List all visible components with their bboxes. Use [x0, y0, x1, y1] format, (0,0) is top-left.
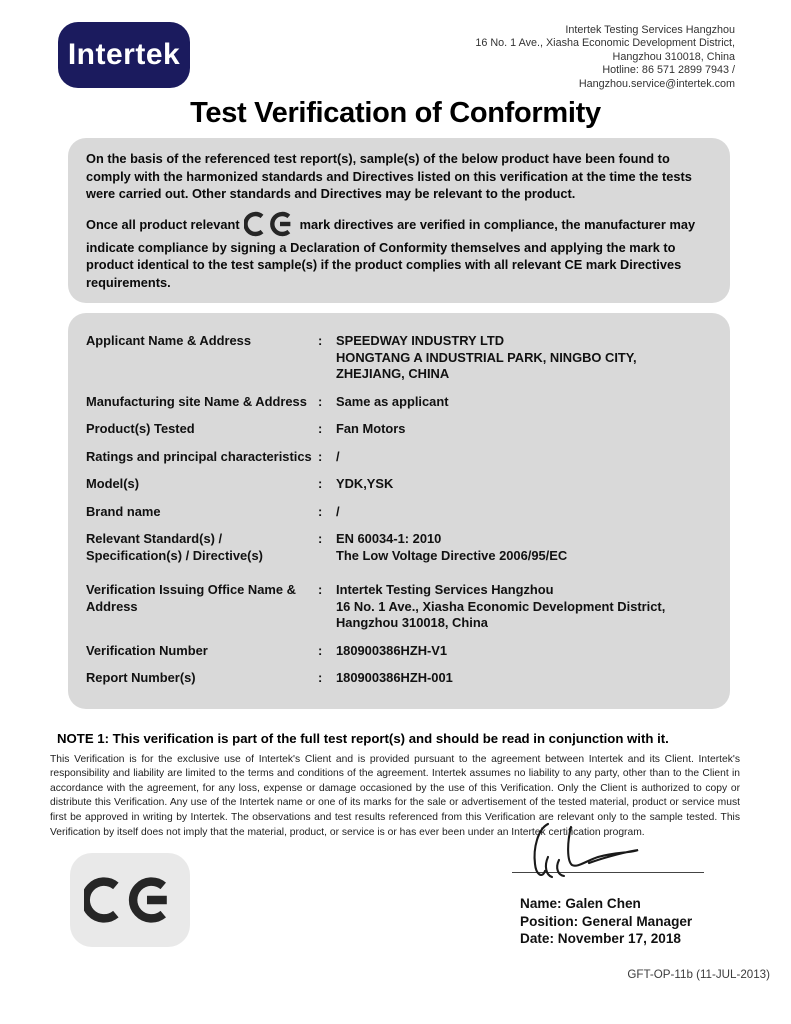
note-line: NOTE 1: This verification is part of the full test report(s) and should be read in conjunction with it.: [57, 730, 669, 746]
header-address-line: Hotline: 86 571 2899 7943 /: [602, 64, 735, 77]
field-colon: :: [318, 503, 323, 519]
intro-paragraph-2-after: mark directives are verified in compliance, the manufacturer may indicate compliance by signing a Declaration of Conformity themselves and applying the mark to product identical to the test sample(s) if the product complies with all relevant CE mark Directives requirements.: [86, 216, 696, 290]
field-value-line: Fan Motors: [336, 421, 406, 437]
header-address-line: Hangzhou 310018, China: [612, 50, 735, 63]
field-value-line: Intertek Testing Services Hangzhou: [336, 582, 554, 598]
intertek-logo-text: Intertek: [67, 38, 181, 71]
intro-box: [68, 138, 730, 303]
signature-date: Date: November 17, 2018: [520, 931, 681, 946]
field-value-line: EN 60034-1: 2010: [336, 531, 442, 547]
field-row: [86, 531, 716, 564]
field-value-line: 16 No. 1 Ave., Xiasha Economic Development District,: [336, 598, 666, 614]
field-value-line: YDK,YSK: [336, 476, 394, 492]
ce-mark-icon: [84, 874, 176, 926]
header-address-line: 16 No. 1 Ave., Xiasha Economic Development District,: [475, 37, 735, 50]
page-title: Test Verification of Conformity: [190, 97, 601, 130]
field-row: [86, 449, 716, 466]
field-value-line: ZHEJIANG, CHINA: [336, 366, 450, 382]
field-label: Report Number(s): [86, 670, 196, 686]
field-colon: :: [318, 670, 323, 686]
form-code: GFT-OP-11b (11-JUL-2013): [627, 968, 770, 981]
field-value-line: 180900386HZH-001: [336, 670, 453, 686]
field-value-line: /: [336, 448, 340, 464]
ce-mark-badge: [70, 853, 190, 947]
field-row: [86, 421, 716, 438]
field-label: Brand name: [86, 503, 161, 519]
signatory-position: Position: General Manager: [520, 913, 693, 929]
field-label: Relevant Standard(s) / Specification(s) / Directive(s): [86, 531, 263, 563]
field-value-line: Hangzhou 310018, China: [336, 615, 488, 631]
header-address-line: Intertek Testing Services Hangzhou: [565, 24, 735, 36]
field-colon: :: [318, 531, 323, 547]
field-row: [86, 582, 716, 632]
field-label: Product(s) Tested: [86, 421, 195, 437]
field-colon: :: [318, 393, 323, 409]
field-colon: :: [318, 642, 323, 658]
details-box: [68, 313, 730, 709]
field-value: [336, 333, 716, 383]
ce-mark-inline-icon: [244, 209, 296, 239]
field-row: [86, 504, 716, 521]
field-value: [336, 582, 716, 632]
field-colon: :: [318, 448, 323, 464]
signature-line: [512, 872, 704, 873]
field-label: Ratings and principal characteristics: [86, 448, 312, 464]
intro-paragraph-2: [86, 209, 712, 292]
legal-text: This Verification is for the exclusive use of Intertek's Client and is provided pursuant to the agreement between Intertek and its Client. Intertek's responsibility and liability are limited to the terms and conditions of the agreement. Intertek assumes no liability to any party, other than to the Client in accordance with the agreement, for any loss, expense or damage occasioned by the use of this Verification. Only the Client is authorized to copy or distribute this Verification. Any use of the Intertek name or one of its marks for the sale or advertisement of the tested material, product or service must first be approved in writing by Intertek. The observations and test results referenced from this Verification are relevant only to the sample tested. This Verification by itself does not imply that the material, product, or service is or has ever been under an Intertek certification program.: [50, 753, 740, 838]
intro-paragraph-1: On the basis of the referenced test report(s), sample(s) of the below product have been found to comply with the harmonized standards and Directives listed on this verification at the time the tests were carried out. Other standards and Directives may be relevant to the product.: [86, 151, 692, 202]
signatory-name: Name: Galen Chen: [520, 896, 641, 911]
field-value-line: /: [336, 503, 340, 519]
field-label: Manufacturing site Name & Address: [86, 393, 307, 409]
field-label: Applicant Name & Address: [86, 333, 251, 349]
field-value: [336, 531, 716, 564]
header-address: [475, 22, 735, 91]
intertek-logo: [58, 22, 190, 88]
signature: [518, 812, 678, 884]
field-colon: :: [318, 476, 323, 492]
field-value: [336, 670, 716, 687]
field-row: [86, 643, 716, 660]
field-value: [336, 394, 716, 411]
field-label: Verification Number: [86, 642, 208, 658]
field-colon: :: [318, 333, 323, 349]
field-value: [336, 643, 716, 660]
field-value: [336, 476, 716, 493]
field-value: [336, 421, 716, 438]
field-value: [336, 504, 716, 521]
field-row: [86, 476, 716, 493]
field-value-line: Same as applicant: [336, 393, 449, 409]
field-value-line: SPEEDWAY INDUSTRY LTD: [336, 333, 505, 349]
header-address-line: Hangzhou.service@intertek.com: [578, 77, 735, 90]
signature-block: [512, 812, 752, 948]
field-value-line: The Low Voltage Directive 2006/95/EC: [336, 547, 568, 563]
field-colon: :: [318, 582, 323, 598]
field-label: Model(s): [86, 476, 139, 492]
field-row: [86, 394, 716, 411]
field-value: [336, 449, 716, 466]
field-row: [86, 333, 716, 383]
field-row: [86, 670, 716, 687]
fields-table: [86, 333, 716, 687]
intro-paragraph-2-before: Once all product relevant: [86, 216, 240, 232]
field-value-line: HONGTANG A INDUSTRIAL PARK, NINGBO CITY,: [336, 349, 637, 365]
header: [0, 0, 791, 91]
field-label: Verification Issuing Office Name & Address: [86, 582, 296, 614]
field-value-line: 180900386HZH-V1: [336, 642, 448, 658]
signatory-info: [520, 895, 752, 948]
field-colon: :: [318, 421, 323, 437]
